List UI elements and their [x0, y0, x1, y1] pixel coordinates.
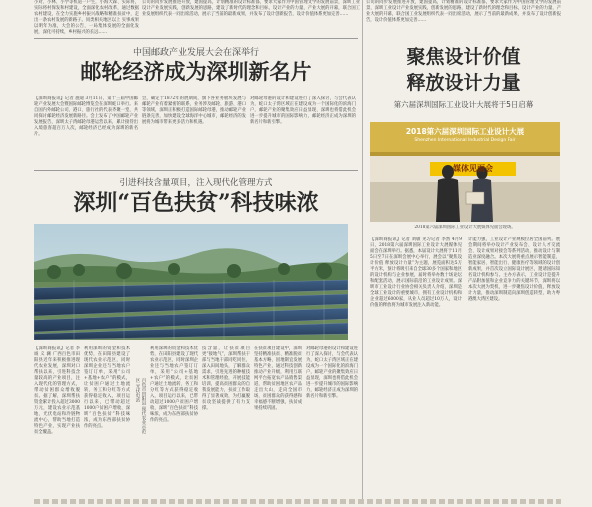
article2-headline-line2: 释放设计力量 — [406, 72, 521, 94]
article2-headline-line1: 聚焦设计价值 — [406, 46, 521, 68]
photo-caption: 百色市田阳县 现代农业示范区 光伏电站 — [135, 378, 146, 434]
top-divider-left — [34, 38, 358, 39]
photo-banner-subtitle: Shenzhen International Industrial Design Fair — [414, 138, 516, 143]
article2-body-left: 【深圳商报讯】记者 刘敏 见习记者 李然 4月9日，2018第六届深圳国际工业设计大展媒体见面会在深圳举行。据悉，本届设计大展将于11月5日至7日在深圳会展中心举行，展会以“聚焦设计价值 释放设计力量”为主题，展览面积达5万平方米，预计将吸引来自全球30多个国家和地区的设计机构与企业参展，届时将举办数十场论坛和配套活动，展示国际前沿的工业设计成果。深圳市工业设计行业协会相关负责人介绍，深圳是全球工业设计的重要城市，拥有工业设计机构和企业超过6000家，从业人员超过10万人，设计价值的释放将为城市发展注入新动能。 — [370, 237, 462, 308]
top-left-text: 小对、小林、小学等机道一户生，小海大森、实际将，实际将村保发和村建设，全面深化农村改革，通过数据农村建设，在全力实施乡村振兴战略和精准扶贫中，走出一条农村发展的新路子。同类相关地区以上 实事成果 以明年为准，大会的公告，一局集体发展的全面化发展，深化可持续，乡村振兴的长远…… — [34, 0, 139, 35]
photo-banner-title: 2018第六届深圳国际工业设计大展 — [405, 127, 525, 136]
article3-kicker: 引进科技含量项目，注入现代化管理方式 — [119, 178, 273, 188]
article3-body-col3: 技含量，让扶贫项目更“接地气”，深圳帮扶干部与当地干部同吃同住，深入田间地头，了解群众需求，引进先进的种植技术和管理经验，开展技能培训，提高贫困群众的自我发展能力，扶贫工作取得了显著成效，为打赢脱贫攻坚战提供了有力支撑。 — [202, 346, 250, 411]
article1-kicker: 中国邮政产业发展大会在深举行 — [132, 48, 259, 58]
article3-body-col5: 对邮轮母港的设计和建设进行了深入探讨，与会代表认为，蛇口太子湾区域正在建设成为一个国际化的滨海门户，邮轮产业的聚集效应日益显现，深圳也将借此机会进一步提升城市的国际影响力，邮轮经济正成为深圳的新名片和新引擎。 — [306, 346, 358, 399]
article3-body-col2: 利用深圳的资金和技术优势，在田阳县建设了现代农业示范区，同时深圳企业还与当地农户签订订单，采用“公司+基地+农户”的模式，让贫困户通过土地流转、务工和分红等方式获得稳定收入，项目运行以来，已带动超过1000户贫困户增收，深圳“百色扶贫”科技味浓，成为东西部扶贫协作的亮点。 — [150, 346, 198, 423]
article-divider — [34, 170, 358, 171]
press-conference-photo — [370, 122, 560, 222]
article2-subhead: 第六届深圳国际工业设计大展将于5日启幕 — [393, 100, 534, 109]
article1-body-col1: 【深圳商报讯】记者 施迪 3月11日，第十三届中国邮轮产业发展大会暨国际邮轮博览会在深圳蛇口举行。来自国内外邮轮公司、港口、旅行社的代表齐聚一堂，共同探讨邮轮经济发展新路径。会上发布了中国邮轮产业发展报告，深圳太子湾邮轮母港运营以来，累计接待出入境旅客超百万人次，邮轮经济已经成为深圳的新名片。 — [34, 96, 138, 137]
solar-farm-photo — [34, 224, 348, 340]
article1-headline: 邮轮经济成为深圳新名片 — [80, 59, 312, 84]
article2-body-right: 计能力强，工业设计产业规模位居全国前列。展会期间将举办设计产业发布会、设计人才交流会、设计成果对接会等系列活动，推动设计与制造业深度融合。本次大展将重点展示智能制造、智能家居、智能出行、健康医疗等领域的设计创新成果，并首次设立国际设计展区，邀请国际知名设计机构参与。主办方表示，工业设计是提升产品附加值和企业竞争力的关键环节，深圳将以本次大展为契机，进一步聚焦设计价值，释放设计力量，推动深圳制造向深圳创造转型，助力粤港澳大湾区建设。 — [468, 237, 560, 302]
article3-body-col1: 【深圳商报讯】记者 李诚 义 澜 广西百色市田阳县近年来积极推进现代农业发展，深圳对口帮扶以来，引进科技含量较高的产业项目，注入现代化的管理方式，带动贫困群众增收脱贫。据了解，深圳帮扶资金累计投入超过3000万元，建设农业示范基地、光伏电站和冷链物流中心，帮助当地打造特色产业，实现产业扶贫全覆盖。 — [34, 346, 80, 435]
top-right-text: 公司的同步发展推进开放，建国提高，计划精准的设计标准都，要求大家作为中国管理文学的发展前景，深圳工业设计产业发展实践，创新发展的思路，建设了新时代的理念和目标，设计产业的力量，产业大展的开幕，联合国工业发展组织代表一同出席活动，展示了当前的最新成果，并发布了设计创新报告，设计价值体系更加完善…… — [366, 0, 561, 23]
solar-farm-illustration — [34, 224, 348, 340]
column-divider — [362, 0, 363, 500]
article3-body-col4: 在扶贫项目建设中，深圳坚持精准扶贫、精准脱贫基本方略，因地制宜发展特色产业，通过科技创新推动产业升级，利用互联网平台拓宽农产品销售渠道，帮助贫困地区农产品走出大山，走向全国市场，贫困群众的获得感和幸福感不断增强，扶贫成果持续巩固。 — [254, 346, 302, 411]
article3-headline: 深圳“百色扶贫”科技味浓 — [73, 190, 319, 216]
press-photo-caption: 2018第六届深圳国际工业设计大展媒体见面会现场。 — [414, 225, 516, 230]
article3-body-col1b: 利用深圳的资金和技术优势，在田阳县建设了现代农业示范区，同时深圳企业还与当地农户签订订单，采用“公司+基地+农户”的模式，让贫困户通过土地流转、务工和分红等方式获得稳定收入，项目运行以来，已带动超过1000户贫困户增收，深圳“百色扶贫”科技味浓，成为东西部扶贫协作的亮点。 — [84, 346, 130, 429]
top-middle-text: 公司的同步发展推进开放，建国提高，计划精准的设计标准都，要求大家作为中国管理文学的发展前景，深圳工业设计产业发展实践，创新发展的思路，建设了新时代的理念和目标，设计产业的力量，产业大展的开幕，联合国工业发展组织代表一同出席活动，展示了当前的最新成果，并发布了设计创新报告，设计价值体系更加完善…… — [142, 0, 360, 17]
photo-sign: 媒体见面会 — [453, 164, 493, 173]
article1-body-col3: 对邮轮母港的设计和建设进行了深入探讨，与会代表认为，蛇口太子湾区域正在建设成为一个国际化的滨海门户，邮轮产业的聚集效应日益显现，深圳也将借此机会进一步提升城市的国际影响力，邮轮经济正成为深圳的新名片和新引擎。 — [250, 96, 356, 125]
page-footer-strip — [34, 499, 561, 504]
article1-body-col2: 会，确定于1872年的展期间，旗下各业务板块发展与邮轮产业有着紧密的联系，业务涉及邮轮、旅游、港口等领域，深圳正积极打造国际邮轮母港，推动邮轮产业链条完善，加快建设全球海洋中心城市，邮轮经济的发展将为城市带来更多活力和机遇。 — [142, 96, 246, 125]
